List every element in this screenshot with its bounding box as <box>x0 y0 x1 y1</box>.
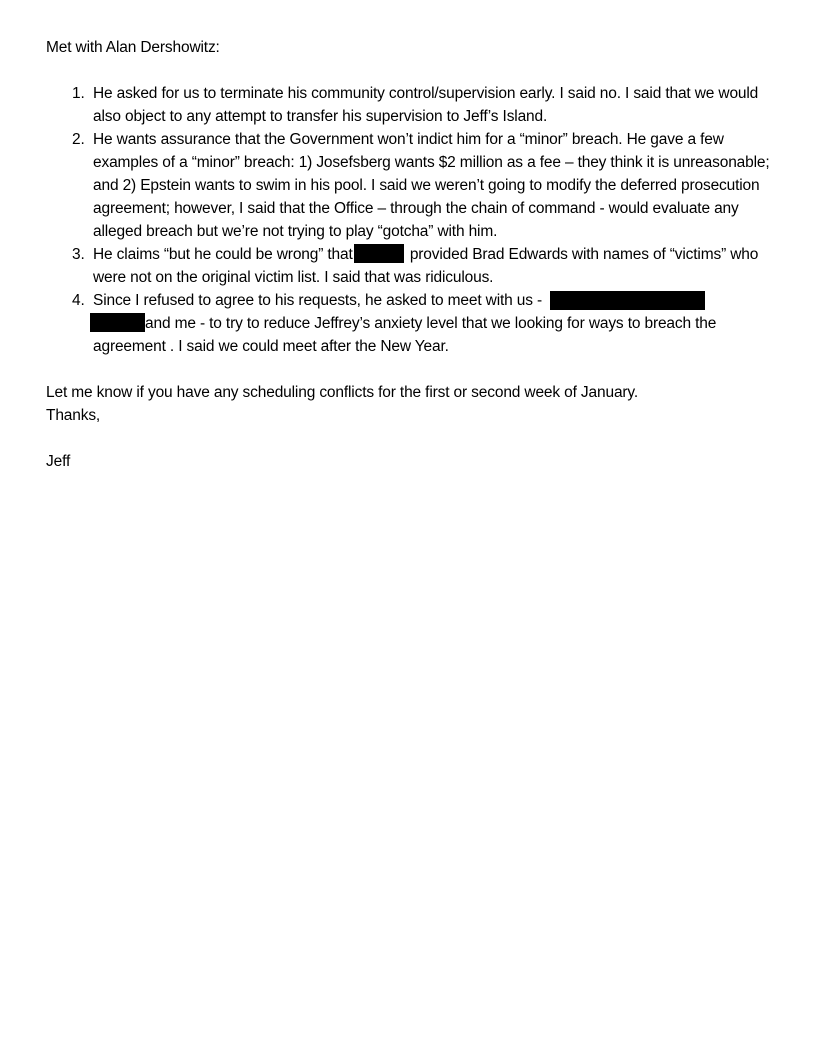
list-item <box>46 82 776 128</box>
redaction-block <box>354 244 404 263</box>
redaction-block <box>550 291 705 310</box>
list-item-number: 3. <box>72 246 85 263</box>
signature: Jeff <box>46 453 71 470</box>
list-item-text: He asked for us to terminate his community control/supervision early. I said no. I said that we would also object to any attempt to transfer his supervision to Jeff’s Island. <box>93 85 759 125</box>
list-item <box>46 243 776 289</box>
redaction-block <box>90 313 145 332</box>
list-item-text-after: and me - to try to reduce Jeffrey’s anxiety level that we looking for ways to breach the agreement . I said we could meet after the New Year. <box>93 315 717 355</box>
memo-intro: Met with Alan Dershowitz: <box>46 39 220 56</box>
memo-body <box>46 36 776 473</box>
list-item-text-before: He claims “but he could be wrong” that <box>93 246 353 263</box>
list-item-text: He wants assurance that the Government won’t indict him for a “minor” breach. He gave a few examples of a “minor” breach: 1) Josefsberg wants $2 million as a fee – they think it is unreasonable; and 2) Epstein wants to swim in his pool. I said we weren’t going to modify the deferred prosecution agreement; however, I said that the Office – through the chain of command - would evaluate any alleged breach but we’re not trying to play “gotcha” with him. <box>93 131 770 240</box>
thanks-line: Thanks, <box>46 407 101 424</box>
list-item-number: 2. <box>72 131 85 148</box>
list-item-number: 4. <box>72 292 85 309</box>
closing-line: Let me know if you have any scheduling conflicts for the first or second week of January. <box>46 384 639 401</box>
list-item-text-before: Since I refused to agree to his requests, he asked to meet with us - <box>93 292 547 309</box>
list-item-number: 1. <box>72 85 85 102</box>
list-item-text-after: provided Brad Edwards with names of “victims” who were not on the original victim list. I said that was ridiculous. <box>93 246 759 286</box>
list-item <box>46 289 776 358</box>
list-item <box>46 128 776 243</box>
meeting-points-list <box>46 82 776 358</box>
